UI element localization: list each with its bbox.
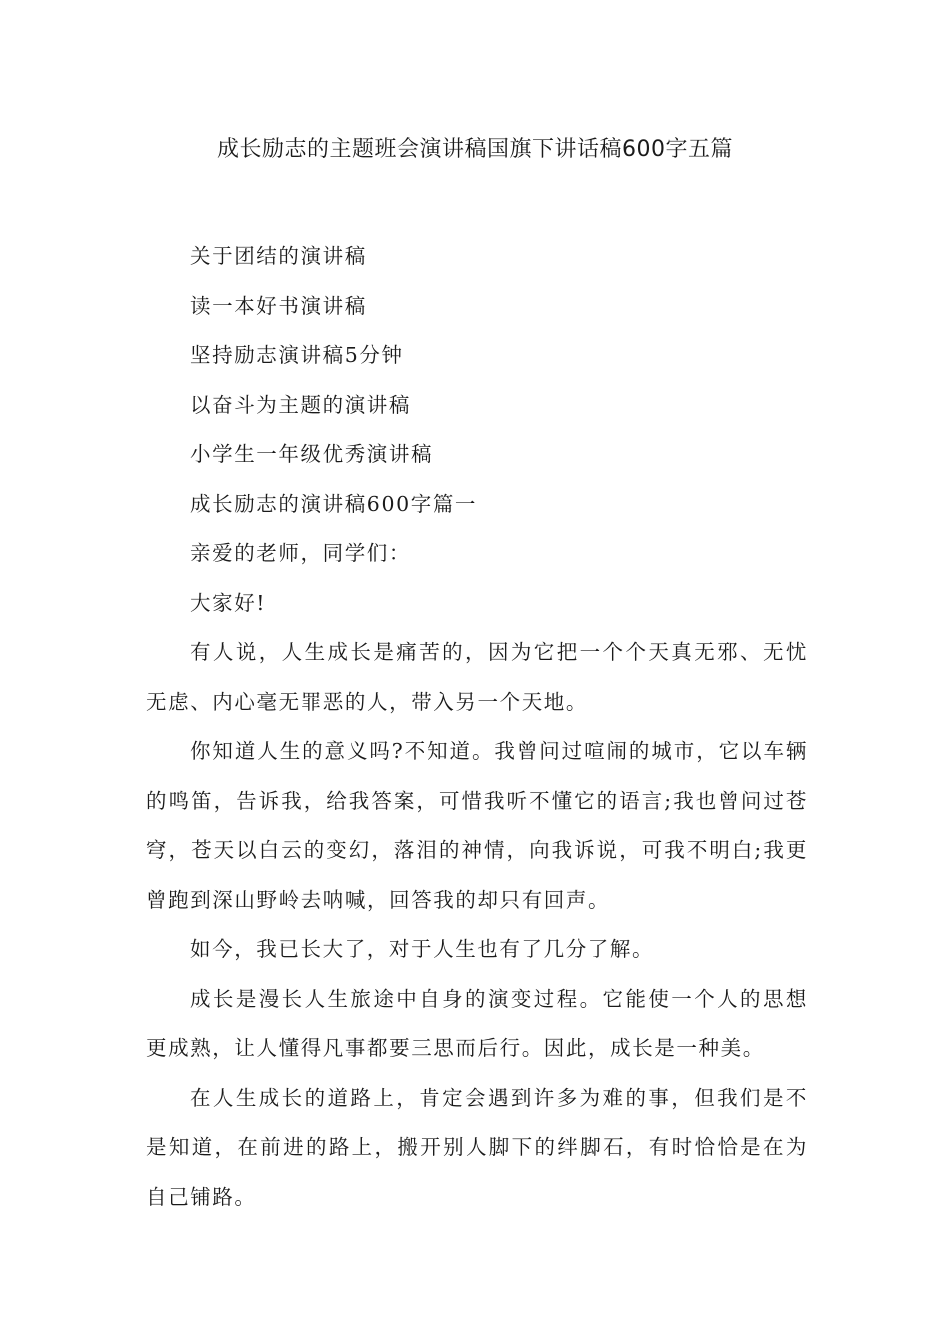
paragraph: 成长是漫长人生旅途中自身的演变过程。它能使一个人的思想更成熟，让人懂得凡事都要三思而后行。因此，成长是一种美。 xyxy=(146,986,808,1060)
paragraph: 有人说，人生成长是痛苦的，因为它把一个个天真无邪、无忧无虑、内心毫无罪恶的人，带入另一个天地。 xyxy=(146,640,808,714)
paragraph: 在人生成长的道路上，肯定会遇到许多为难的事，但我们是不是知道，在前进的路上，搬开别人脚下的绊脚石，有时恰恰是在为自己铺路。 xyxy=(146,1085,808,1209)
related-link-struggle[interactable]: 以奋斗为主题的演讲稿 xyxy=(190,392,411,417)
section-heading: 成长励志的演讲稿600字篇一 xyxy=(190,491,478,516)
greeting: 大家好! xyxy=(190,590,267,615)
related-link-unity[interactable]: 关于团结的演讲稿 xyxy=(190,244,367,268)
related-link-first-grade[interactable]: 小学生一年级优秀演讲稿 xyxy=(190,442,434,466)
salutation: 亲爱的老师，同学们： xyxy=(190,541,411,565)
related-link-good-book[interactable]: 读一本好书演讲稿 xyxy=(190,293,367,318)
paragraph: 你知道人生的意义吗?不知道。我曾问过喧闹的城市，它以车辆的鸣笛，告诉我，给我答案，可惜我听不懂它的语言;我也曾问过苍穹，苍天以白云的变幻，落泪的神情，向我诉说，可我不明白;我更曾跑到深山野岭去呐喊，回答我的却只有回声。 xyxy=(146,739,808,912)
document-body xyxy=(146,232,808,1222)
related-link-persistence[interactable]: 坚持励志演讲稿5分钟 xyxy=(190,343,404,367)
paragraph: 如今，我已长大了，对于人生也有了几分了解。 xyxy=(190,937,655,961)
document-title: 成长励志的主题班会演讲稿国旗下讲话稿600字五篇 xyxy=(217,137,733,162)
